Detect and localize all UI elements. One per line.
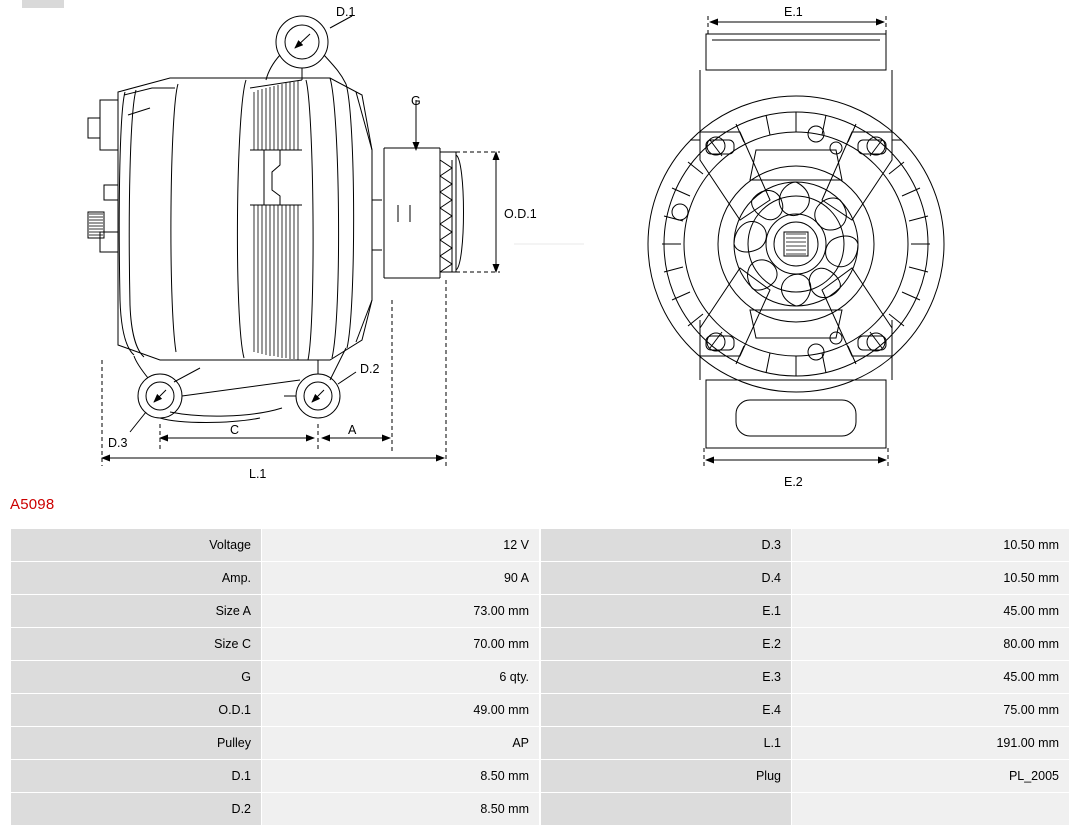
label-d3: D.3 [108,436,128,450]
table-row [11,628,540,661]
table-row [11,529,540,562]
specifications-tables [10,528,1070,826]
table-row [541,661,1070,694]
spec-value: 10.50 mm [792,562,1070,595]
label-e2: E.2 [784,475,803,489]
table-row [11,595,540,628]
table-row [541,628,1070,661]
label-d1: D.1 [336,5,356,19]
spec-label: Size C [11,628,262,661]
table-row [11,661,540,694]
table-row [541,529,1070,562]
label-od1: O.D.1 [504,207,537,221]
label-g: G [411,94,421,108]
table-row [11,760,540,793]
spec-value-empty [792,793,1070,826]
label-a: A [348,423,357,437]
spec-table-left [10,528,540,826]
table-row [11,793,540,826]
spec-label: D.4 [541,562,792,595]
spec-label: Amp. [11,562,262,595]
spec-label: Plug [541,760,792,793]
spec-table-right [540,528,1070,826]
spec-value: 191.00 mm [792,727,1070,760]
table-row [11,727,540,760]
table-row [541,595,1070,628]
spec-table-right-body [541,529,1070,826]
table-row [11,694,540,727]
label-e1: E.1 [784,5,803,19]
spec-value: 6 qty. [262,661,540,694]
spec-value: 45.00 mm [792,595,1070,628]
spec-value: 70.00 mm [262,628,540,661]
spec-label: Size A [11,595,262,628]
table-row [11,562,540,595]
spec-label: Voltage [11,529,262,562]
spec-label: E.3 [541,661,792,694]
spec-label: D.2 [11,793,262,826]
spec-label: Pulley [11,727,262,760]
table-row [541,793,1070,826]
spec-value: 8.50 mm [262,760,540,793]
label-l1: L.1 [249,467,267,481]
spec-label: E.2 [541,628,792,661]
spec-value: AP [262,727,540,760]
spec-value: 10.50 mm [792,529,1070,562]
table-row [541,727,1070,760]
part-number: A5098 [10,496,55,513]
spec-label: O.D.1 [11,694,262,727]
spec-label: D.3 [541,529,792,562]
spec-label: E.1 [541,595,792,628]
spec-value: 49.00 mm [262,694,540,727]
spec-label: D.1 [11,760,262,793]
spec-value: PL_2005 [792,760,1070,793]
spec-label: G [11,661,262,694]
spec-value: 73.00 mm [262,595,540,628]
spec-value: 45.00 mm [792,661,1070,694]
spec-label-empty [541,793,792,826]
spec-table-left-body [11,529,540,826]
spec-value: 8.50 mm [262,793,540,826]
table-row [541,760,1070,793]
spec-label: L.1 [541,727,792,760]
table-row [541,562,1070,595]
spec-value: 75.00 mm [792,694,1070,727]
spec-label: E.4 [541,694,792,727]
spec-value: 80.00 mm [792,628,1070,661]
spec-value: 90 A [262,562,540,595]
table-row [541,694,1070,727]
label-d2: D.2 [360,362,380,376]
spec-value: 12 V [262,529,540,562]
label-c: C [230,423,240,437]
